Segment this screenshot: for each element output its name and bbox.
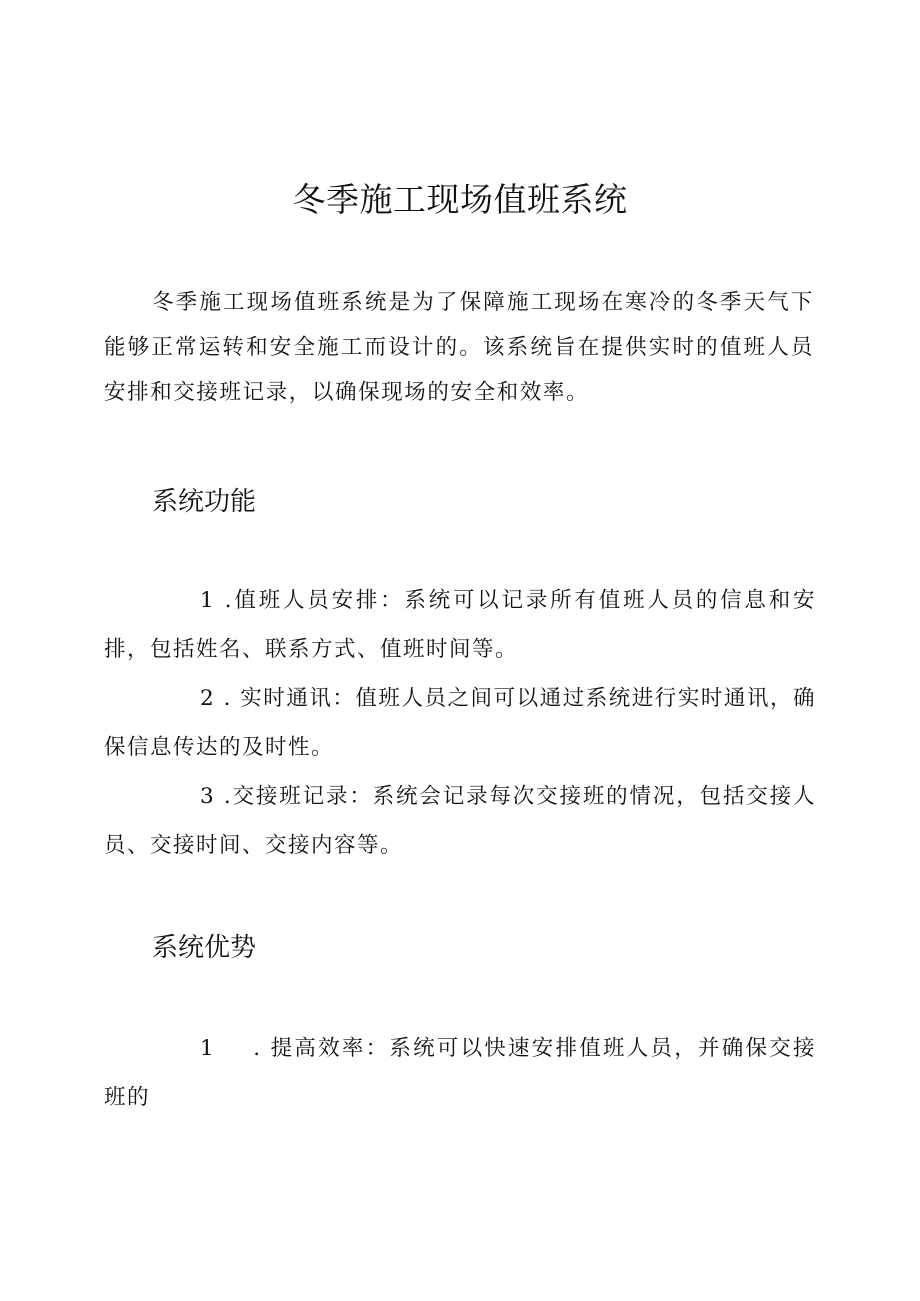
item-number: 1 (200, 588, 216, 613)
item-number: 2 (200, 686, 216, 711)
item-text: . 提高效率：系统可以快速安排值班人员，并确保交接班的 (104, 1036, 816, 1110)
item-text: .交接班记录：系统会记录每次交接班的情况，包括交接人员、交接时间、交接内容等。 (104, 784, 816, 858)
advantage-item (104, 1024, 816, 1122)
page-title: 冬季施工现场值班系统 (292, 180, 628, 219)
function-item (104, 674, 816, 772)
intro-paragraph: 冬季施工现场值班系统是为了保障施工现场在寒冷的冬季天气下能够正常运转和安全施工而设计的。该系统旨在提供实时的值班人员安排和交接班记录，以确保现场的安全和效率。 (104, 290, 814, 405)
item-text: . 实时通讯：值班人员之间可以通过系统进行实时通讯，确保信息传达的及时性。 (104, 686, 816, 760)
function-item (104, 772, 816, 870)
item-number: 1 (200, 1036, 216, 1061)
item-text: .值班人员安排：系统可以记录所有值班人员的信息和安排，包括姓名、联系方式、值班时间等。 (104, 588, 816, 662)
section-heading-advantages: 系统优势 (152, 933, 257, 963)
section-heading-functions: 系统功能 (152, 487, 257, 517)
item-number: 3 (200, 784, 216, 809)
function-item (104, 576, 816, 674)
